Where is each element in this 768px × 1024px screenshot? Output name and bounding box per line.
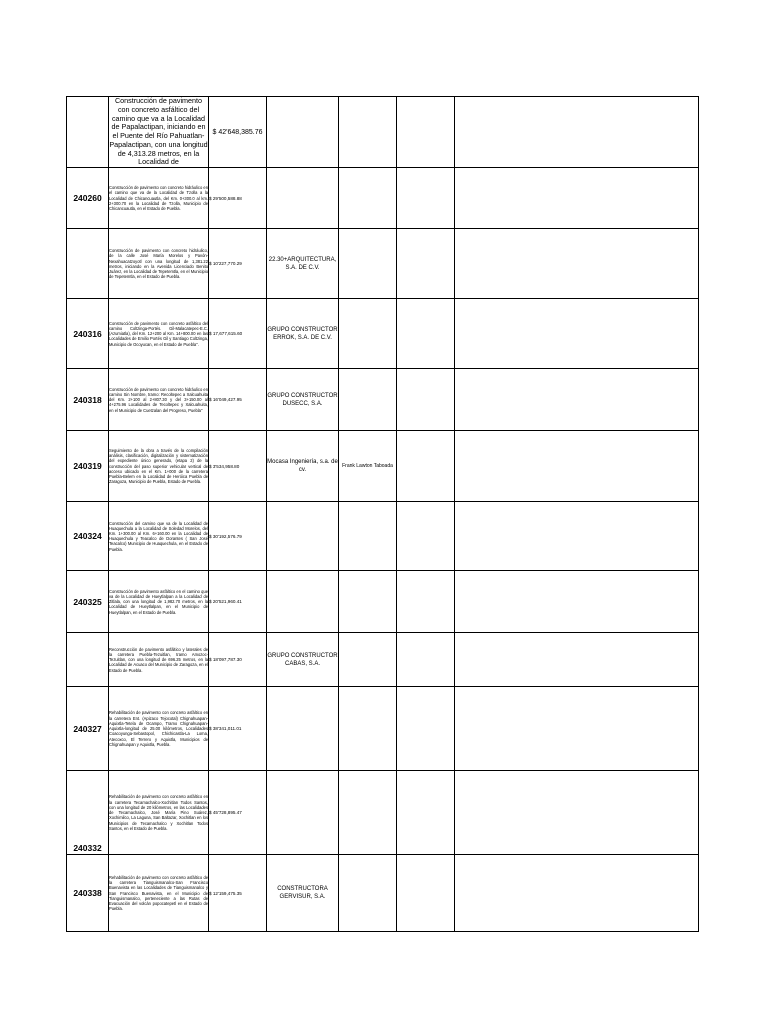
work-description: Construcción de pavimento con concreto asfáltico del camino Coltzinga-Portés. Gil-Malacatepec-E.C. (Azumiatla), del Km. 12+200 al Km. 14+800.00 en las Localidades de Emilio Portés Gil y Santiago Coltzinga, Municipio de Ocoyucan, en el Estado de Puebla". (109, 299, 209, 369)
contractor-company: GRUPO CONSTRUCTOR CABAS, S.A. (267, 633, 339, 687)
work-description: Seguimiento de la obra a través de la compilación análisis, clasificación, digitalización y sistematización del expediente único generado, (etapa 2) de la construcción del paso superior vehicular vertical de acceso ubicado en el Km. 1+000 de la carretera Puebla-Belem en la Localidad de Heróica Puebla de Zaragoza, Municipio de Puebla, Estado de Puebla. (109, 431, 209, 502)
contract-amount: $ 20'521,960.41 (209, 571, 267, 633)
contractor-company: GRUPO CONSTRUCTOR ERROK, S.A. DE C.V. (267, 299, 339, 369)
contract-id: 240318 (67, 369, 109, 431)
work-description: Rehabilitación de pavimento con concreto asfáltico en la carretera Tecamachalco-Xochitlan Todos Santos, con una longitud de 20 kilómetros, en las Localidades de Tecamachalco, José María Pino Suárez, Xochimilco, La Laguna, San Baltazar, Xochitlan en los Municipios de Tecamachalco y Xochitlan Todos Santos, en el Estado de Puebla. (109, 771, 209, 855)
work-description: Construcción de pavimento con concreto hidráulico en el camino que va de la Localidad de Tzolla a la Localidad de Chicancuautla, del Km. 0+300.0 al km. 2+300.70 en la Localidad de Tzolla, Municipio de Chicancuautla, en el Estado de Puebla. (109, 168, 209, 229)
contract-amount: $ 38'341,011.01 (209, 687, 267, 771)
contract-id: 240260 (67, 168, 109, 229)
empty-cell (455, 97, 699, 168)
representative (339, 502, 397, 571)
representative (339, 771, 397, 855)
contract-amount: $ 3'534,958.80 (209, 431, 267, 502)
contractor-company (267, 168, 339, 229)
representative (339, 633, 397, 687)
contractor-company: GRUPO CONSTRUCTOR DUSECC, S.A. (267, 369, 339, 431)
representative (339, 369, 397, 431)
empty-cell (455, 687, 699, 771)
contract-id: 240316 (67, 299, 109, 369)
contract-amount: $ 18'097,787.30 (209, 633, 267, 687)
contracts-table (66, 96, 699, 932)
empty-cell (397, 571, 455, 633)
contract-amount: $ 30'192,576.79 (209, 502, 267, 571)
contractor-company (267, 571, 339, 633)
representative (339, 97, 397, 168)
contractor-company: Mocasa Ingeniería, s.a. de cv. (267, 431, 339, 502)
work-description: Construcción de pavimento con concreto hidráulico en camino Sin Nombre, tramo: Recoltepec a Xalcuahuita del Km. 2+100 al 2+807.30 y del 3+150.00 al 4+275.96 Localidades de Tecoltepec y Xalcuahuita, en el Municipio de Cuetzalan del Progreso, Puebla" (109, 369, 209, 431)
empty-cell (397, 855, 455, 932)
contractor-company (267, 97, 339, 168)
representative (339, 687, 397, 771)
contract-id: 240338 (67, 855, 109, 932)
empty-cell (397, 229, 455, 299)
table-row (67, 229, 699, 299)
empty-cell (397, 168, 455, 229)
empty-cell (455, 502, 699, 571)
empty-cell (455, 431, 699, 502)
empty-cell (455, 369, 699, 431)
empty-cell (455, 299, 699, 369)
contract-amount: $ 42'648,385.76 (209, 97, 267, 168)
empty-cell (397, 502, 455, 571)
contractor-company (267, 502, 339, 571)
contract-amount: $ 12'159,475.35 (209, 855, 267, 932)
contract-id: 240324 (67, 502, 109, 571)
representative (339, 299, 397, 369)
representative (339, 855, 397, 932)
empty-cell (397, 633, 455, 687)
table-row (67, 771, 699, 855)
work-description: Rehabilitación de pavimento con concreto asfáltico en la carretera Ent. (Apizaco Tejocotal) Chignahuapan-Aquixtla-Tetela de Ocampo, Tramo Chignahuapan-Aquixtla-longitud de 25.00 kilómetros, Localidades Coacoyunga-Sebastopol, Chichicastla-La Loma, Atecoxco, El Terrero y Aquixtla, Municipios de Chignahuapan y Aquixtla, Puebla. (109, 687, 209, 771)
representative (339, 229, 397, 299)
contract-id (67, 97, 109, 168)
empty-cell (455, 633, 699, 687)
contract-amount: $ 16'049,427.95 (209, 369, 267, 431)
table-row (67, 369, 699, 431)
table-row (67, 299, 699, 369)
empty-cell (455, 229, 699, 299)
contract-amount: $ 17,677,615.60 (209, 299, 267, 369)
work-description: Construcción de pavimento con concreto hidráulico, de la calle José María Morelos y Pavón-Nexahuacatzoyotl con una longitud de 1,381.22 metros, iniciando en la Avenida Licenciado Benito Juárez, en la Localidad de Tepetemtla, en el Municipio de Tepetemtla, en el Estado de Puebla. (109, 229, 209, 299)
work-description: Construcción de pavimento asfáltico en el camino que va de la Localidad de Hueytlalpan a la Localidad de Zitlala, con una longitud de 1,982.70 metros, en la Localidad de Hueytlalpan, en el Municipio de Hueytlalpan, en el Estado de Puebla. (109, 571, 209, 633)
contract-id (67, 229, 109, 299)
contract-id: 240319 (67, 431, 109, 502)
contractor-company: 22.30+ARQUITECTURA, S.A. DE C.V. (267, 229, 339, 299)
contract-amount: $ 10'227,770.29 (209, 229, 267, 299)
contract-id (67, 633, 109, 687)
table-row (67, 97, 699, 168)
empty-cell (397, 299, 455, 369)
table-row (67, 687, 699, 771)
contractor-company (267, 687, 339, 771)
representative (339, 571, 397, 633)
representative (339, 168, 397, 229)
table-row (67, 571, 699, 633)
representative: Frank Lawton Taboada (339, 431, 397, 502)
work-description: Reconstrucción de pavimento asfáltico y laterales de la carretera Puebla-Tezuitlan, tramo Amozoc-Tezuitlan, con una longitud de 696.25 metros, en la Localidad de Acuaco del Municipio de Zaragoza, en el Estado de Puebla. (109, 633, 209, 687)
empty-cell (397, 771, 455, 855)
empty-cell (397, 97, 455, 168)
contract-amount: $ 29'500,588.88 (209, 168, 267, 229)
empty-cell (397, 369, 455, 431)
empty-cell (397, 431, 455, 502)
table-row (67, 855, 699, 932)
work-description: Construcción del camino que va de la Localidad de Huaquechula a la Localidad de Soledad Morelos, del Km. 1+300.00 al Km. 6+160.00 en la Localidad de Huaquechula y Teacalco de Dorantes ( San José Teacalco) Municipio de Huaquechula, en el Estado de Puebla. (109, 502, 209, 571)
contractor-company (267, 771, 339, 855)
table-row (67, 502, 699, 571)
table-row (67, 168, 699, 229)
contract-amount: $ 45'728,895.47 (209, 771, 267, 855)
work-description: Rehabilitación de pavimento con concreto asfáltico de la carretera Tianguismanalco-San Francisco Buenavista en las Localidades de Tianguismanalco y San Francisco Buenavista, en el Municipio de Tianguismanalco, perteneciente a las Rutas de Evacuación del volcán popocatepetl en el Estado de Puebla. (109, 855, 209, 932)
contract-id: 240332 (67, 771, 109, 855)
empty-cell (455, 168, 699, 229)
empty-cell (455, 771, 699, 855)
contract-id: 240327 (67, 687, 109, 771)
table-row (67, 431, 699, 502)
contractor-company: CONSTRUCTORA GERVISUR, S.A. (267, 855, 339, 932)
empty-cell (455, 571, 699, 633)
contract-id: 240325 (67, 571, 109, 633)
table-row (67, 633, 699, 687)
work-description: Construcción de pavimento con concreto asfáltico del camino que va a la Localidad de Papalactipan, iniciando en el Puente del Río Pahuatlan-Papalactipan, con una longitud de 4,313.28 metros, en la Localidad de (109, 96, 208, 167)
empty-cell (397, 687, 455, 771)
empty-cell (455, 855, 699, 932)
